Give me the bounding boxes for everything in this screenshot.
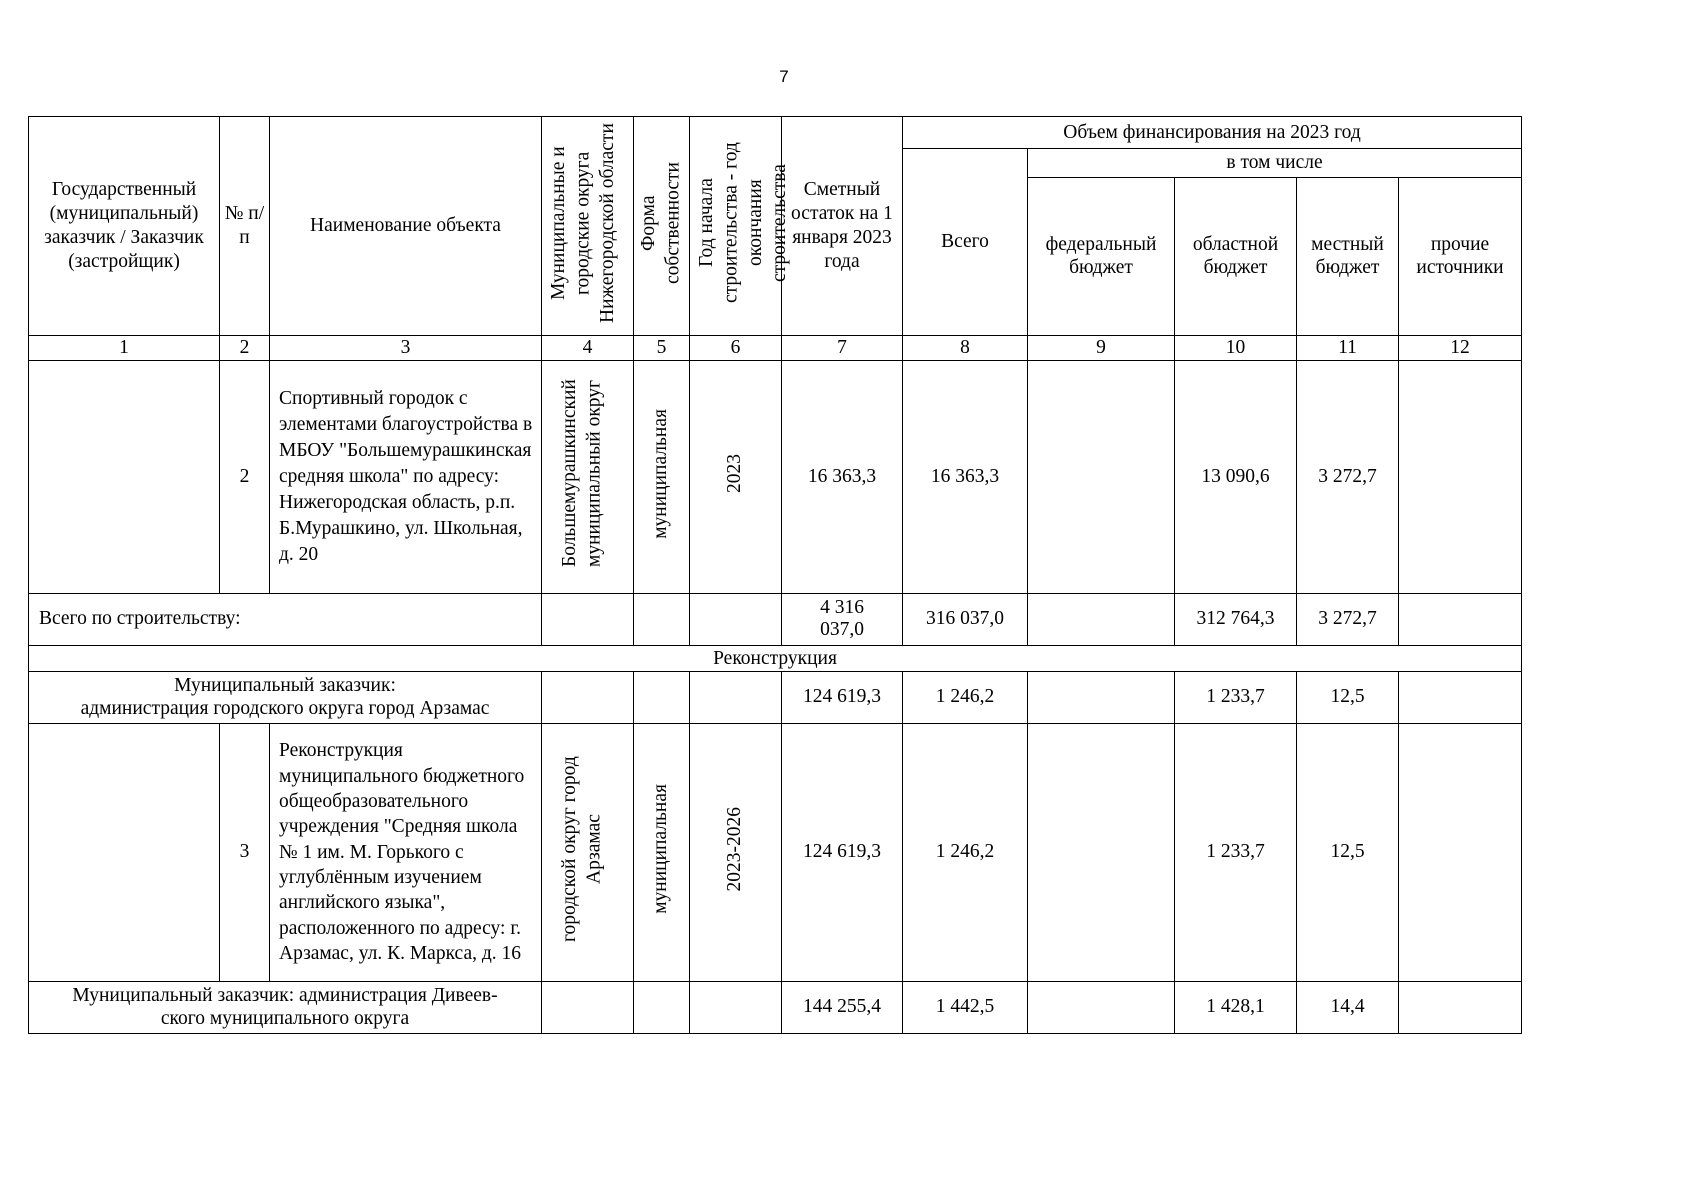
column-number: 1 bbox=[29, 335, 220, 360]
ownership: муниципальная bbox=[650, 408, 672, 539]
empty-cell bbox=[690, 981, 782, 1033]
empty-cell bbox=[690, 671, 782, 723]
header-customer: Государственный (муниципальный) заказчик / Заказчик (застройщик) bbox=[29, 117, 220, 336]
balance: 4 316 037,0 bbox=[782, 593, 903, 645]
total: 316 037,0 bbox=[903, 593, 1028, 645]
regional: 13 090,6 bbox=[1175, 360, 1297, 593]
empty-cell bbox=[542, 671, 634, 723]
regional: 1 233,7 bbox=[1175, 671, 1297, 723]
ownership: муниципальная bbox=[650, 784, 672, 914]
header-regional: областной бюджет bbox=[1175, 177, 1297, 335]
table-row-customer-arzamas bbox=[29, 671, 1522, 723]
table-row-school bbox=[29, 723, 1522, 981]
customer-label-line2: администрация городского округа город Арзамас bbox=[80, 698, 490, 720]
empty-cell bbox=[542, 981, 634, 1033]
column-number: 3 bbox=[270, 335, 542, 360]
column-number: 9 bbox=[1028, 335, 1175, 360]
column-number: 8 bbox=[903, 335, 1028, 360]
column-number: 4 bbox=[542, 335, 634, 360]
local: 12,5 bbox=[1297, 723, 1399, 981]
balance: 124 619,3 bbox=[782, 671, 903, 723]
total: 16 363,3 bbox=[903, 360, 1028, 593]
header-years-cell bbox=[690, 117, 790, 336]
federal bbox=[1028, 723, 1175, 981]
column-number: 11 bbox=[1297, 335, 1399, 360]
row-num: 2 bbox=[220, 360, 270, 593]
local: 3 272,7 bbox=[1297, 593, 1399, 645]
municipality: Большемурашкинский муниципальный округ bbox=[558, 379, 604, 568]
customer-label bbox=[29, 981, 542, 1033]
balance: 124 619,3 bbox=[782, 723, 903, 981]
federal bbox=[1028, 360, 1175, 593]
header-object-name: Наименование объекта bbox=[270, 117, 542, 336]
header-total: Всего bbox=[903, 149, 1028, 336]
regional: 312 764,3 bbox=[1175, 593, 1297, 645]
empty-cell bbox=[634, 593, 690, 645]
municipality: городской округ город Арзамас bbox=[558, 756, 604, 942]
header-federal: федеральный бюджет bbox=[1028, 177, 1175, 335]
table-row-customer-diveevo bbox=[29, 981, 1522, 1033]
local: 12,5 bbox=[1297, 671, 1399, 723]
other bbox=[1399, 360, 1522, 593]
total-construction-label: Всего по строительству: bbox=[29, 593, 542, 645]
header-ownership: Форма собственности bbox=[637, 161, 683, 284]
header-municipality-cell bbox=[542, 117, 634, 336]
other bbox=[1399, 671, 1522, 723]
table-row-total-construction bbox=[29, 593, 1522, 645]
header-num: № п/п bbox=[220, 117, 270, 336]
ownership-cell bbox=[634, 723, 690, 981]
customer-cell bbox=[29, 723, 220, 981]
federal bbox=[1028, 981, 1175, 1033]
header-funding: Объем финансирования на 2023 год bbox=[903, 117, 1522, 149]
customer-label-line1: Муниципальный заказчик: bbox=[174, 674, 396, 696]
empty-cell bbox=[634, 671, 690, 723]
column-number: 6 bbox=[690, 335, 782, 360]
section-title: Реконструкция bbox=[29, 645, 1522, 671]
regional: 1 428,1 bbox=[1175, 981, 1297, 1033]
federal bbox=[1028, 593, 1175, 645]
empty-cell bbox=[542, 593, 634, 645]
other bbox=[1399, 981, 1522, 1033]
customer-label-line2: ского муниципального округа bbox=[160, 1008, 410, 1030]
empty-cell bbox=[634, 981, 690, 1033]
object-name: Спортивный городок с элементами благоустройства в МБОУ "Большемурашкинская средняя школа" по адресу: Нижегородская область, р.п. Б.Мурашкино, ул. Школьная, д. 20 bbox=[270, 360, 542, 593]
balance: 16 363,3 bbox=[782, 360, 903, 593]
column-number: 7 bbox=[782, 335, 903, 360]
table-row-sport bbox=[29, 360, 1522, 593]
column-number: 2 bbox=[220, 335, 270, 360]
header-ownership-cell bbox=[634, 117, 690, 336]
column-number: 10 bbox=[1175, 335, 1297, 360]
municipality-cell bbox=[542, 723, 634, 981]
total: 1 246,2 bbox=[903, 671, 1028, 723]
object-name: Реконструкция муниципального бюджетного общеобразовательного учреждения "Средняя школа № 1 им. М. Горького с углублённым изучением английского языка", расположенного по адресу: г. Арзамас, ул. К. Маркса, д. 16 bbox=[270, 723, 542, 981]
customer-cell bbox=[29, 360, 220, 593]
page-number: 7 bbox=[779, 67, 789, 86]
header-other: прочие источники bbox=[1399, 177, 1522, 335]
column-number-row bbox=[29, 335, 1522, 360]
header-including: в том числе bbox=[1028, 149, 1522, 178]
years-cell bbox=[690, 723, 782, 981]
local: 14,4 bbox=[1297, 981, 1399, 1033]
customer-label bbox=[29, 671, 542, 723]
column-number: 12 bbox=[1399, 335, 1522, 360]
regional: 1 233,7 bbox=[1175, 723, 1297, 981]
other bbox=[1399, 593, 1522, 645]
total: 1 442,5 bbox=[903, 981, 1028, 1033]
years: 2023 bbox=[724, 453, 746, 493]
years-cell bbox=[690, 360, 782, 593]
other bbox=[1399, 723, 1522, 981]
header-years: Год начала строительства - год окончания строительства bbox=[695, 142, 790, 303]
header-balance: Сметный остаток на 1 января 2023 года bbox=[782, 117, 903, 336]
years: 2023-2026 bbox=[724, 806, 746, 892]
column-number: 5 bbox=[634, 335, 690, 360]
balance: 144 255,4 bbox=[782, 981, 903, 1033]
section-row bbox=[29, 645, 1522, 671]
federal bbox=[1028, 671, 1175, 723]
total: 1 246,2 bbox=[903, 723, 1028, 981]
empty-cell bbox=[690, 593, 782, 645]
local: 3 272,7 bbox=[1297, 360, 1399, 593]
customer-label-line1: Муниципальный заказчик: администрация Дивеев- bbox=[72, 984, 498, 1006]
ownership-cell bbox=[634, 360, 690, 593]
header-local: местный бюджет bbox=[1297, 177, 1399, 335]
row-num: 3 bbox=[220, 723, 270, 981]
municipality-cell bbox=[542, 360, 634, 593]
header-municipality: Муниципальные и городские округа Нижегородской области bbox=[547, 122, 618, 323]
financing-table bbox=[28, 116, 1522, 1034]
